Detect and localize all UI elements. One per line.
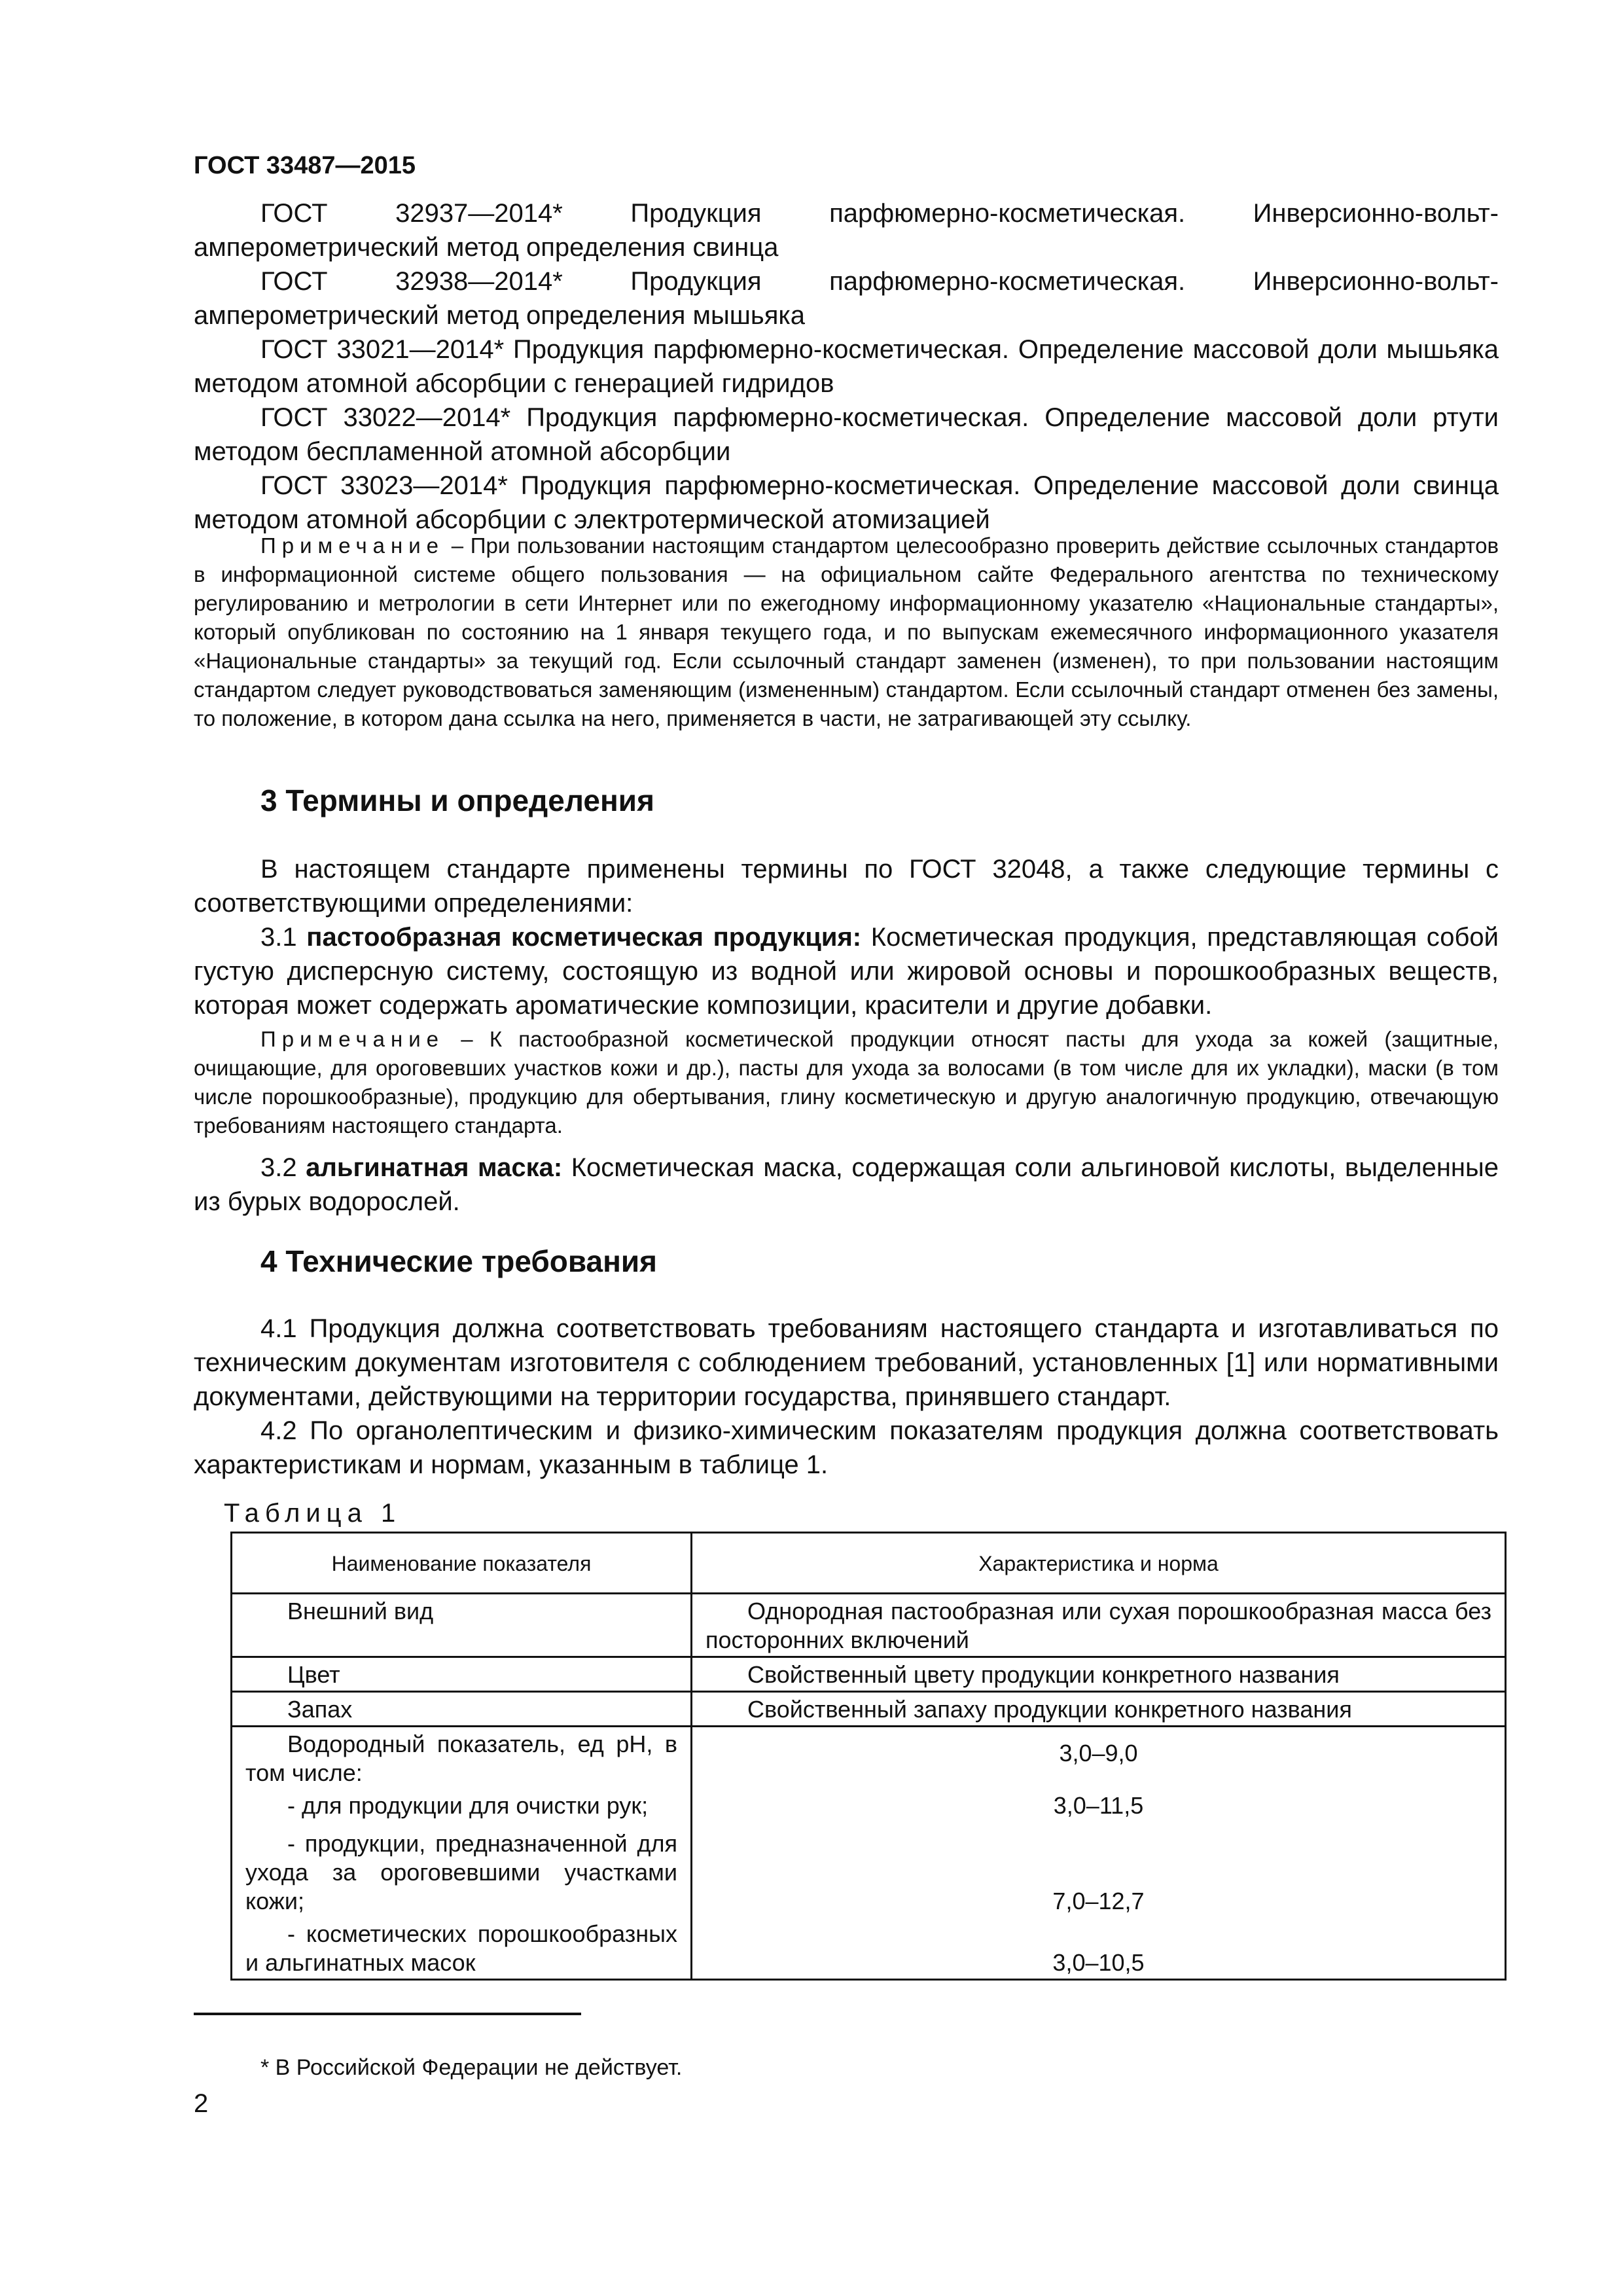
indicator-name: Внешний вид (232, 1594, 692, 1657)
term-3-2-block (194, 1151, 1499, 1219)
table-row (232, 1594, 1506, 1657)
note-label: Примечание (260, 533, 445, 558)
section-4-heading: 4 Технические требования (260, 1244, 657, 1278)
normative-references-list (194, 196, 1499, 537)
page-number: 2 (194, 2089, 209, 2118)
section-3-heading: 3 Термины и определения (260, 783, 654, 817)
indicator-name: Запах (232, 1692, 692, 1727)
table-header-cell: Наименование показателя (232, 1533, 692, 1594)
term-name: пастообразная косметическая продукция: (306, 923, 862, 952)
reference-item: ГОСТ 32937—2014* Продукция парфюмерно-косметическая. Инверсионно-вольт-амперометрический метод определения свинца (194, 199, 1499, 262)
indicator-value: Свойственный запаху продукции конкретного названия (692, 1692, 1506, 1727)
term-definition: Косметическая продукция, представляющая собой густую дисперсную систему, состоящую из водной или жировой основы и порошкообразных веществ, которая может содержать ароматические композиции, красители и другие добавки. (194, 923, 1499, 1020)
indicator-value: 3,0–10,5 (692, 1917, 1506, 1980)
footnote-divider (194, 2013, 581, 2015)
paragraph-4-2: 4.2 По органолептическим и физико-химическим показателям продукция должна соответствовать характеристикам и нормам, указанным в таблице 1. (194, 1416, 1499, 1479)
reference-item: ГОСТ 32938—2014* Продукция парфюмерно-косметическая. Инверсионно-вольт-амперометрический метод определения мышьяка (194, 267, 1499, 330)
indicator-value: 3,0–11,5 (692, 1789, 1506, 1821)
document-number-header: ГОСТ 33487—2015 (194, 152, 416, 179)
term-definition: Косметическая маска, содержащая соли альгиновой кислоты, выделенные из бурых водорослей. (194, 1153, 1499, 1216)
term-name: альгинатная маска: (306, 1153, 563, 1182)
section-3-intro: В настоящем стандарте применены термины по ГОСТ 32048, а также следующие термины с соответствующими определениями: (194, 855, 1499, 918)
footnote: * В Российской Федерации не действует. (260, 2055, 683, 2080)
indicator-value: 7,0–12,7 (692, 1821, 1506, 1917)
requirements-table (230, 1532, 1507, 1981)
reference-item: ГОСТ 33021—2014* Продукция парфюмерно-косметическая. Определение массовой доли мышьяка методом атомной абсорбции с генерацией гидридов (194, 335, 1499, 398)
table-row (232, 1917, 1506, 1980)
term-number: 3.1 (260, 923, 307, 952)
section-3-body (194, 852, 1499, 1022)
references-note (194, 531, 1499, 733)
indicator-name: Цвет (232, 1657, 692, 1692)
table-header-cell: Характеристика и норма (692, 1533, 1506, 1594)
note-label: Примечание (260, 1027, 445, 1051)
table-row (232, 1692, 1506, 1727)
table-header-row (232, 1533, 1506, 1594)
term-3-1 (194, 920, 1499, 1022)
table-row (232, 1657, 1506, 1692)
indicator-name: - продукции, предназначенной для ухода за ороговевшими участками кожи; (232, 1821, 692, 1917)
indicator-value: Однородная пастообразная или сухая порошкообразная масса без посторонних включений (692, 1594, 1506, 1657)
table-row (232, 1727, 1506, 1789)
table-row (232, 1821, 1506, 1917)
indicator-value: 3,0–9,0 (692, 1727, 1506, 1789)
reference-item: ГОСТ 33023—2014* Продукция парфюмерно-косметическая. Определение массовой доли свинца методом атомной абсорбции с электротермической атомизацией (194, 471, 1499, 534)
indicator-value: Свойственный цвету продукции конкретного названия (692, 1657, 1506, 1692)
note-text: – При пользовании настоящим стандартом целесообразно проверить действие ссылочных стандартов в информационной системе общего пользования — на официальном сайте Федерального агентства по техническому регулированию и метрологии в сети Интернет или по ежегодному информационному указателю «Национальные стандарты», который опубликован по состоянию на 1 января текущего года, и по выпускам ежемесячного информационного указателя «Национальные стандарты» за текущий год. Если ссылочный стандарт заменен (изменен), то при пользовании настоящим стандартом следует руководствоваться заменяющим (измененным) стандартом. Если ссылочный стандарт отменен без замены, то положение, в котором дана ссылка на него, применяется в части, не затрагивающей эту ссылку. (194, 533, 1499, 730)
reference-item: ГОСТ 33022—2014* Продукция парфюмерно-косметическая. Определение массовой доли ртути методом беспламенной атомной абсорбции (194, 403, 1499, 466)
note-text: – К пастообразной косметической продукции относят пасты для ухода за кожей (защитные, очищающие, для ороговевших участков кожи и др.), пасты для ухода за волосами (в том числе для их укладки), маски (в том числе порошкообразные), продукцию для обертывания, глину косметическую и другую аналогичную продукцию, отвечающую требованиям настоящего стандарта. (194, 1027, 1499, 1138)
indicator-name: - для продукции для очистки рук; (232, 1789, 692, 1821)
term-note (194, 1025, 1499, 1140)
table-caption: Таблица 1 (224, 1499, 402, 1528)
paragraph-4-1: 4.1 Продукция должна соответствовать требованиям настоящего стандарта и изготавливаться по техническим документам изготовителя с соблюдением требований, установленных [1] или нормативными документами, действующими на территории государства, принявшего стандарт. (194, 1314, 1499, 1411)
term-3-2 (194, 1151, 1499, 1219)
table-row (232, 1789, 1506, 1821)
section-4-body (194, 1312, 1499, 1482)
indicator-name: Водородный показатель, ед pH, в том числе: (232, 1727, 692, 1789)
indicator-name: - косметических порошкообразных и альгинатных масок (232, 1917, 692, 1980)
term-number: 3.2 (260, 1153, 306, 1182)
